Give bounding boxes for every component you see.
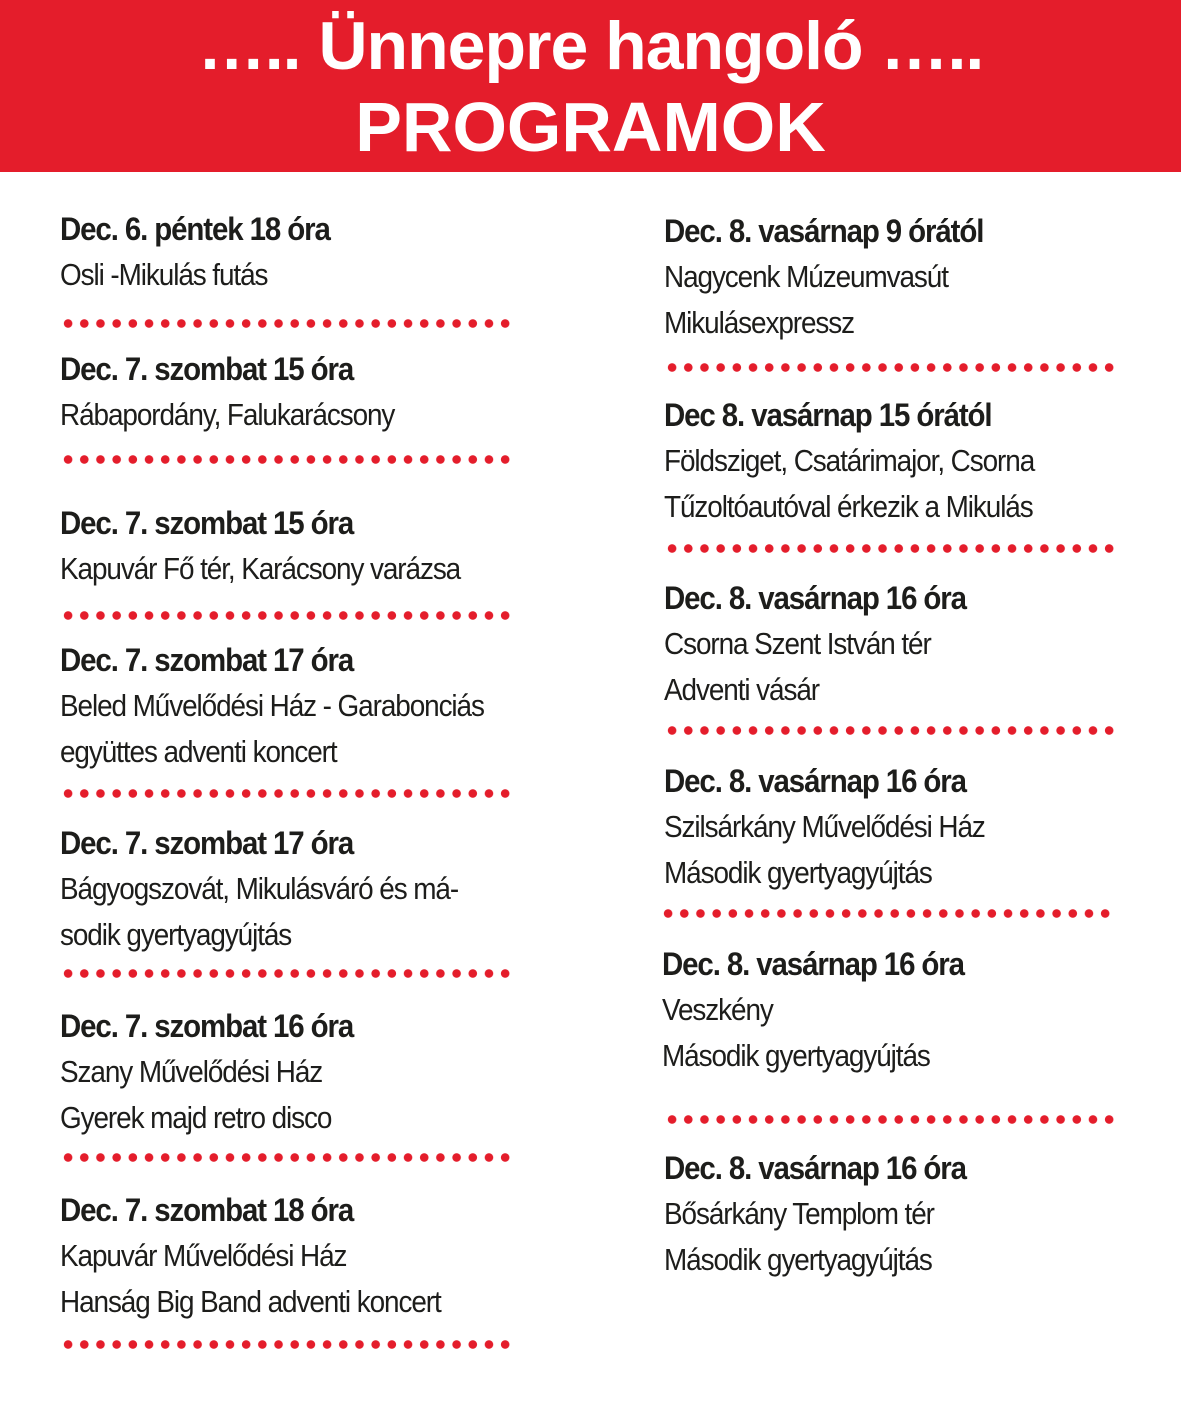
event-description: Bősárkány Templom tér <box>664 1196 934 1231</box>
dotted-separator <box>60 969 512 978</box>
event-description: sodik gyertyagyújtás <box>60 917 292 952</box>
event-item <box>664 392 1124 530</box>
dotted-separator <box>664 544 1118 553</box>
title-line-1: ….. Ünnepre hangoló ….. <box>197 8 984 84</box>
title-banner <box>0 0 1181 172</box>
dotted-separator <box>660 909 1112 918</box>
event-item <box>60 1003 520 1141</box>
event-date: Dec. 7. szombat 15 óra <box>60 351 354 387</box>
event-date: Dec. 7. szombat 18 óra <box>60 1192 354 1228</box>
event-date: Dec. 7. szombat 17 óra <box>60 825 354 861</box>
dotted-separator <box>664 363 1118 372</box>
event-item <box>60 346 520 438</box>
event-date: Dec. 8. vasárnap 16 óra <box>664 1150 966 1186</box>
dotted-separator <box>60 319 512 328</box>
event-date: Dec. 8. vasárnap 16 óra <box>664 580 966 616</box>
event-description: Földsziget, Csatárimajor, Csorna <box>664 443 1035 478</box>
event-date: Dec. 6. péntek 18 óra <box>60 211 330 247</box>
event-description: Második gyertyagyújtás <box>664 1242 932 1277</box>
dotted-separator <box>60 789 512 798</box>
event-description: Nagycenk Múzeumvasút <box>664 259 948 294</box>
event-description: Beled Művelődési Ház - Garabonciás <box>60 688 484 723</box>
event-item <box>60 637 520 775</box>
event-item <box>60 1187 520 1325</box>
dotted-separator <box>664 1115 1118 1124</box>
event-description: Rábapordány, Falukarácsony <box>60 397 395 432</box>
event-date: Dec. 7. szombat 15 óra <box>60 505 354 541</box>
event-date: Dec. 7. szombat 16 óra <box>60 1008 354 1044</box>
event-date: Dec. 8. vasárnap 9 órától <box>664 213 984 249</box>
event-description: Mikulásexpressz <box>664 305 855 340</box>
event-item <box>664 758 1124 896</box>
event-description: Veszkény <box>662 992 773 1027</box>
event-item <box>60 206 520 298</box>
event-description: Második gyertyagyújtás <box>664 855 932 890</box>
event-date: Dec. 7. szombat 17 óra <box>60 642 354 678</box>
event-item <box>60 820 520 958</box>
event-description: Csorna Szent István tér <box>664 626 931 661</box>
dotted-separator <box>60 1340 512 1349</box>
dotted-separator <box>664 726 1118 735</box>
event-date: Dec. 8. vasárnap 16 óra <box>664 763 966 799</box>
event-description: Második gyertyagyújtás <box>662 1038 930 1073</box>
event-description: Hanság Big Band adventi koncert <box>60 1284 441 1319</box>
event-description: Kapuvár Művelődési Ház <box>60 1238 347 1273</box>
dotted-separator <box>60 455 512 464</box>
event-description: Adventi vásár <box>664 672 819 707</box>
event-description: Szany Művelődési Ház <box>60 1054 323 1089</box>
event-description: Szilsárkány Művelődési Ház <box>664 809 985 844</box>
event-description: Kapuvár Fő tér, Karácsony varázsa <box>60 551 461 586</box>
event-item <box>664 1145 1124 1283</box>
event-item <box>664 208 1124 346</box>
title-line-2: PROGRAMOK <box>355 88 826 166</box>
event-item <box>60 500 520 592</box>
event-description: Tűzoltóautóval érkezik a Mikulás <box>664 489 1033 524</box>
event-item <box>662 941 1122 1079</box>
event-date: Dec 8. vasárnap 15 órától <box>664 397 992 433</box>
event-description: Gyerek majd retro disco <box>60 1100 332 1135</box>
dotted-separator <box>60 1153 512 1162</box>
dotted-separator <box>60 611 512 620</box>
event-item <box>664 575 1124 713</box>
event-description: együttes adventi koncert <box>60 734 337 769</box>
event-description: Bágyogszovát, Mikulásváró és má- <box>60 871 459 906</box>
event-date: Dec. 8. vasárnap 16 óra <box>662 946 964 982</box>
event-description: Osli -Mikulás futás <box>60 257 268 292</box>
